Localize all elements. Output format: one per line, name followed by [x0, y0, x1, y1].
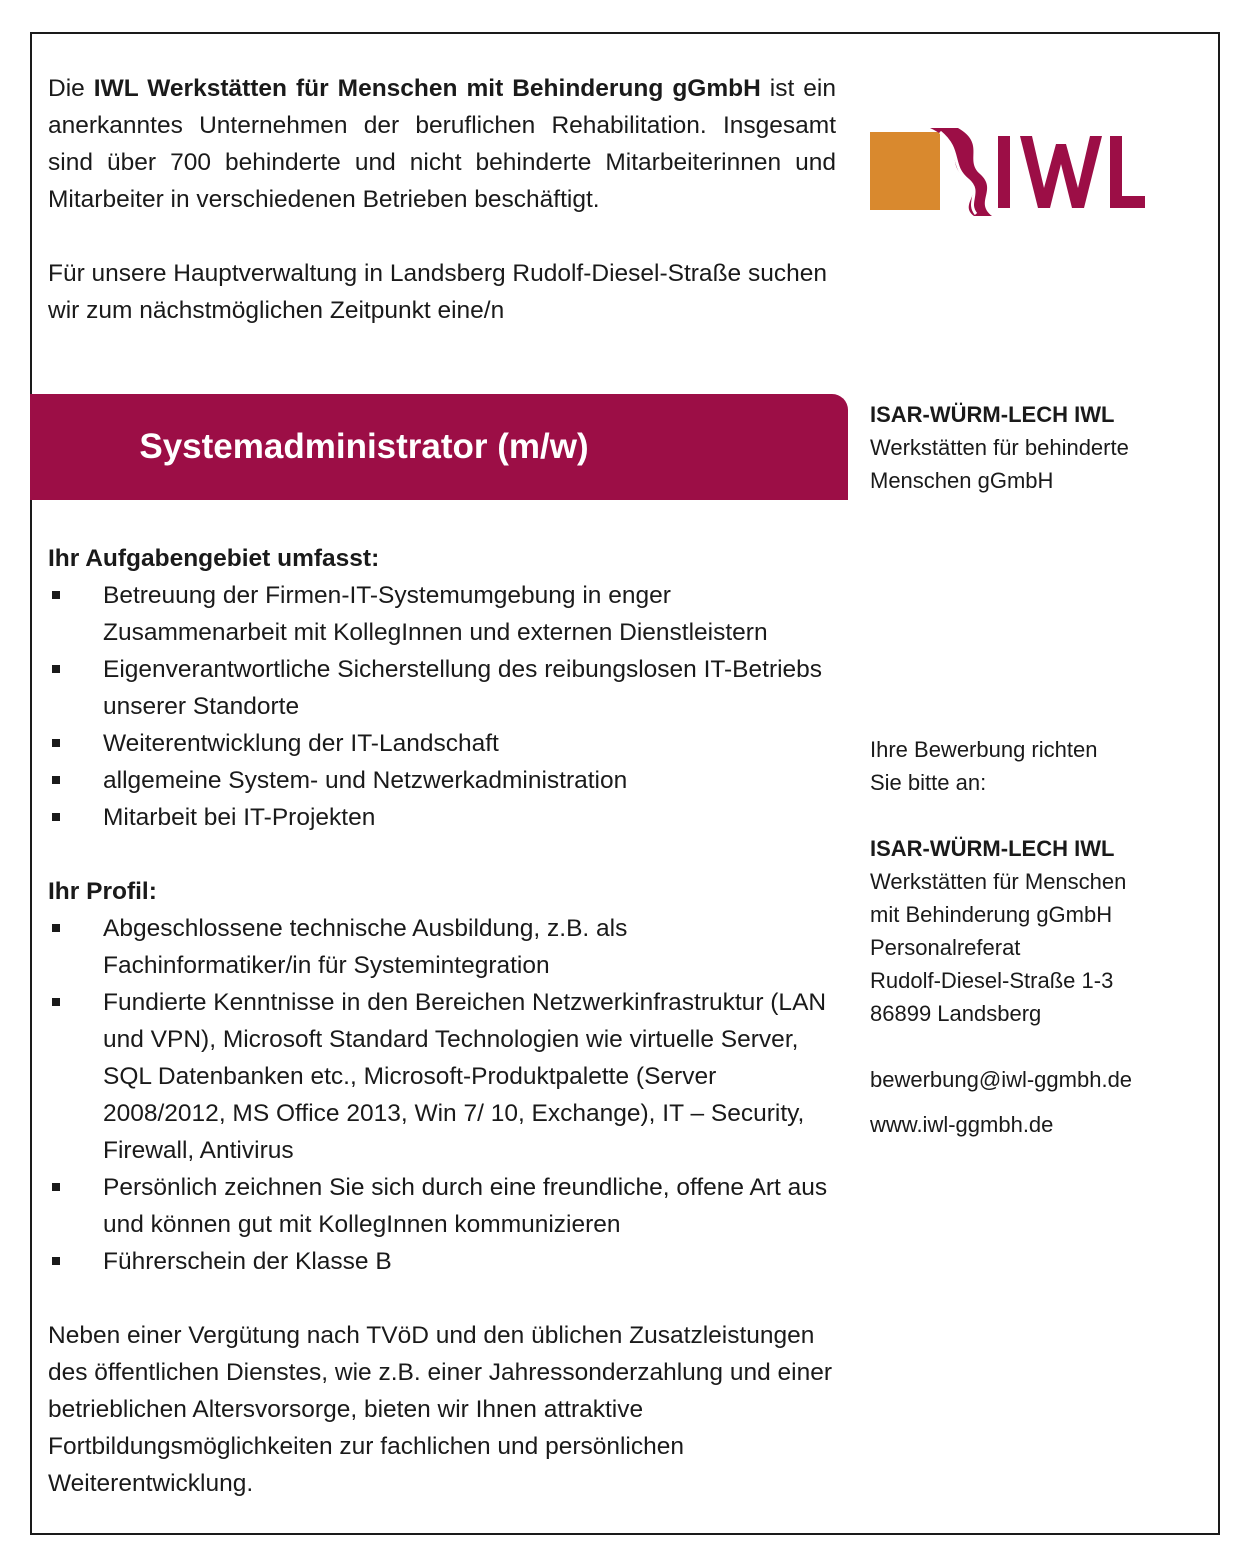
bullet-icon — [52, 813, 60, 821]
profil-list — [48, 910, 838, 1280]
list-item: Führerschein der Klasse B — [48, 1243, 838, 1280]
org-name: ISAR-WÜRM-LECH IWL — [870, 402, 1115, 427]
bullet-icon — [52, 591, 60, 599]
profil-heading: Ihr Profil: — [48, 878, 157, 905]
aufgaben-list — [48, 577, 838, 836]
org-block — [870, 398, 1129, 497]
contact-website[interactable]: www.iwl-ggmbh.de — [870, 1112, 1054, 1137]
logo-letter-l — [1110, 136, 1145, 208]
list-item: Persönlich zeichnen Sie sich durch eine freundliche, offene Art aus und können gut mit KollegInnen kommunizieren — [48, 1169, 838, 1243]
list-item: Abgeschlossene technische Ausbildung, z.B. als Fachinformatiker/in für Systemintegration — [48, 910, 838, 984]
org-line-1: Werkstätten für behinderte — [870, 435, 1129, 460]
contact-name: ISAR-WÜRM-LECH IWL — [870, 836, 1115, 861]
list-item: Betreuung der Firmen-IT-Systemumgebung in enger Zusammenarbeit mit KollegInnen und externen Dienstleistern — [48, 577, 838, 651]
list-item: Fundierte Kenntnisse in den Bereichen Netzwerkinfrastruktur (LAN und VPN), Microsoft Standard Technologien wie virtuelle Server, SQL Datenbanken etc., Microsoft-Produktpalette (Server 2008/2012, MS Office 2013, Win 7/ 10, Exchange), IT – Security, Firewall, Antivirus — [48, 984, 838, 1169]
intro-paragraph-2: Für unsere Hauptverwaltung in Landsberg Rudolf-Diesel-Straße suchen wir zum nächstmöglichen Zeitpunkt eine/n — [48, 260, 827, 324]
contact-intro-2: Sie bitte an: — [870, 770, 987, 795]
bullet-icon — [52, 665, 60, 673]
contact-intro-1: Ihre Bewerbung richten — [870, 737, 1098, 762]
company-name: IWL Werkstätten für Menschen mit Behinderung gGmbH — [93, 75, 761, 102]
contact-department: Personalreferat — [870, 935, 1021, 960]
contact-city: 86899 Landsberg — [870, 1001, 1042, 1026]
list-item: Mitarbeit bei IT-Projekten — [48, 799, 838, 836]
list-item: Eigenverantwortliche Sicherstellung des reibungslosen IT-Betriebs unserer Standorte — [48, 651, 838, 725]
logo-orange-block — [870, 132, 940, 210]
logo-letter-i — [998, 136, 1010, 208]
org-line-2: Menschen gGmbH — [870, 468, 1054, 493]
closing-paragraph: Neben einer Vergütung nach TVöD und den üblichen Zusatzleistungen des öffentlichen Dienstes, wie z.B. einer Jahressonderzahlung und einer betrieblichen Altersvorsorge, bieten wir Ihnen attraktive Fortbildungsmöglichkeiten zur fachlichen und persönlichen Weiterentwicklung. — [48, 1322, 833, 1497]
list-item: Weiterentwicklung der IT-Landschaft — [48, 725, 838, 762]
iwl-logo — [870, 124, 1145, 216]
bullet-icon — [52, 1183, 60, 1191]
list-item: allgemeine System- und Netzwerkadministration — [48, 762, 838, 799]
bullet-icon — [52, 924, 60, 932]
intro-text — [48, 70, 836, 329]
bullet-icon — [52, 1257, 60, 1265]
contact-line-2: mit Behinderung gGmbH — [870, 902, 1113, 927]
contact-line-1: Werkstätten für Menschen — [870, 869, 1127, 894]
intro-paragraph-1: Die IWL Werkstätten für Menschen mit Behinderung gGmbH ist ein anerkanntes Unternehmen der beruflichen Rehabilitation. Insgesamt sind über 700 behinderte und nicht behinderte Mitarbeiterinnen und Mitarbeiter in verschiedenen Betrieben beschäftigt. — [48, 75, 836, 213]
bullet-icon — [52, 739, 60, 747]
contact-street: Rudolf-Diesel-Straße 1-3 — [870, 968, 1114, 993]
contact-block — [870, 733, 1132, 1141]
aufgaben-heading: Ihr Aufgabengebiet umfasst: — [48, 545, 380, 572]
contact-email[interactable]: bewerbung@iwl-ggmbh.de — [870, 1067, 1133, 1092]
logo-letter-w — [1020, 136, 1102, 208]
bullet-icon — [52, 998, 60, 1006]
job-title-banner — [30, 394, 848, 500]
job-title: Systemadministrator (m/w) — [139, 427, 589, 466]
bullet-icon — [52, 776, 60, 784]
main-content — [48, 540, 838, 1502]
